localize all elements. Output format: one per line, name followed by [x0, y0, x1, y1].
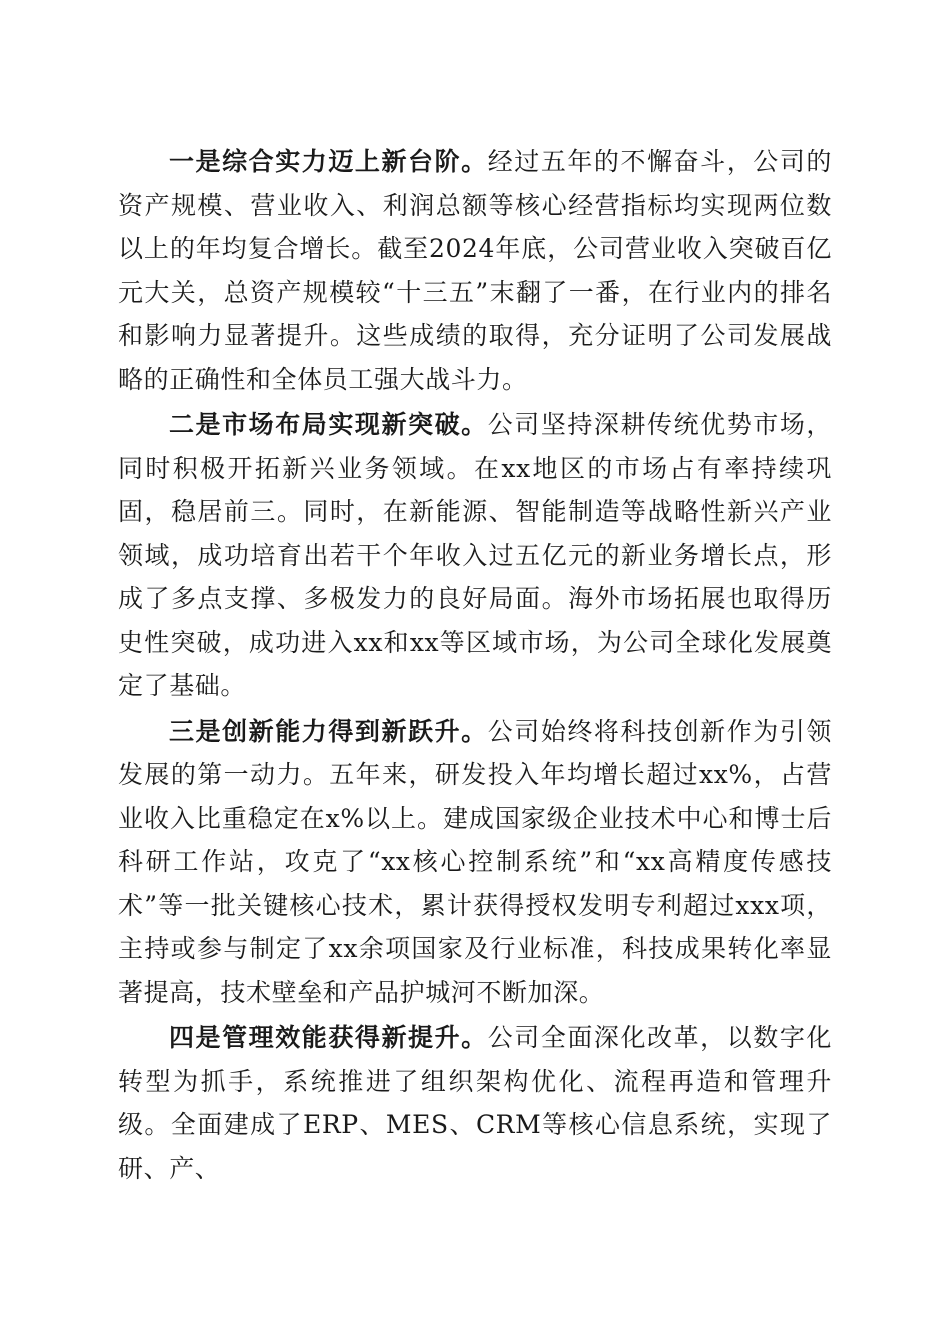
paragraph-lead: 一是综合实力迈上新台阶。 — [169, 147, 488, 176]
paragraph-text: 公司始终将科技创新作为引领发展的第一动力。五年来，研发投入年均增长超过xx%，占营业收入比重稳定在x%以上。建成国家级企业技术中心和博士后科研工作站，攻克了“xx核心控制系统”和“xx高精度传感技术”等一批关键核心技术，累计获得授权发明专利超过xxx项，主持或参与制定了xx余项国家及行业标准，科技成果转化率显著提高，技术壁垒和产品护城河不断加深。 — [118, 716, 832, 1007]
paragraph-text: 经过五年的不懈奋斗，公司的资产规模、营业收入、利润总额等核心经营指标均实现两位数以上的年均复合增长。截至2024年底，公司营业收入突破百亿元大关，总资产规模较“十三五”末翻了一番，在行业内的排名和影响力显著提升。这些成绩的取得，充分证明了公司发展战略的正确性和全体员工强大战斗力。 — [118, 147, 832, 394]
paragraph-comprehensive-strength — [118, 140, 832, 401]
paragraph-innovation — [118, 710, 832, 1015]
paragraph-text: 公司全面深化改革，以数字化转型为抓手，系统推进了组织架构优化、流程再造和管理升级。全面建成了ERP、MES、CRM等核心信息系统，实现了研、产、 — [118, 1023, 832, 1183]
paragraph-management — [118, 1016, 832, 1190]
paragraph-text: 公司坚持深耕传统优势市场，同时积极开拓新兴业务领域。在xx地区的市场占有率持续巩固，稳居前三。同时，在新能源、智能制造等战略性新兴产业领域，成功培育出若干个年收入过五亿元的新业务增长点，形成了多点支撑、多极发力的良好局面。海外市场拓展也取得历史性突破，成功进入xx和xx等区域市场，为公司全球化发展奠定了基础。 — [118, 410, 832, 700]
paragraph-lead: 二是市场布局实现新突破。 — [169, 410, 488, 439]
document-body — [118, 140, 832, 1192]
paragraph-lead: 三是创新能力得到新跃升。 — [169, 716, 488, 746]
paragraph-market-layout — [118, 403, 832, 708]
paragraph-lead: 四是管理效能获得新提升。 — [169, 1023, 488, 1052]
